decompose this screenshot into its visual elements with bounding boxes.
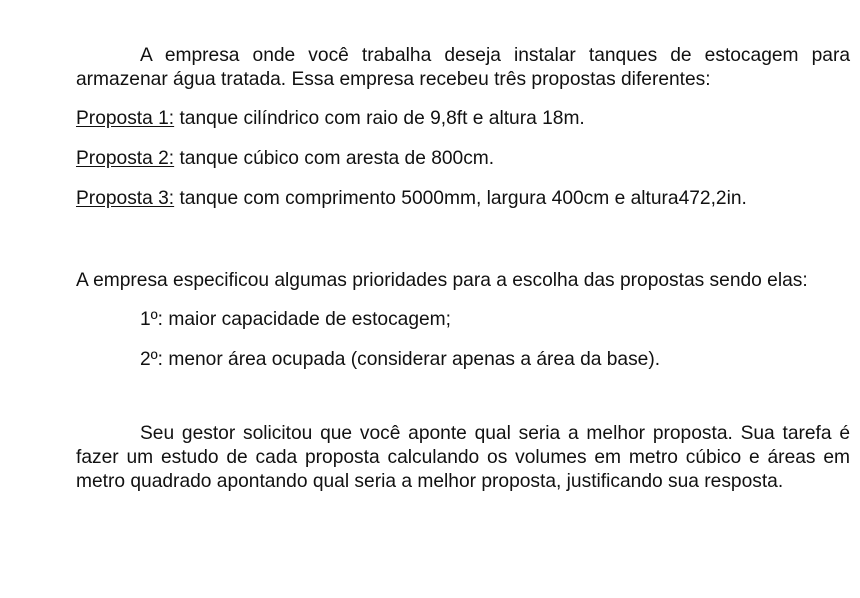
proposal-1-label: Proposta 1: xyxy=(76,108,175,129)
proposal-1 xyxy=(76,107,850,131)
proposal-2-label: Proposta 2: xyxy=(76,148,175,169)
proposal-1-text: tanque cilíndrico com raio de 9,8ft e altura 18m. xyxy=(174,108,585,129)
closing-paragraph: Seu gestor solicitou que você aponte qual seria a melhor proposta. Sua tarefa é fazer um estudo de cada proposta calculando os volumes em metro cúbico e áreas em metro quadrado apontando qual seria a melhor proposta, justificando sua resposta. xyxy=(76,423,850,492)
document-page xyxy=(76,44,850,494)
proposal-3 xyxy=(76,187,850,211)
priority-1: 1º: maior capacidade de estocagem; xyxy=(140,309,451,330)
proposal-2-text: tanque cúbico com aresta de 800cm. xyxy=(174,148,495,169)
intro-paragraph: A empresa onde você trabalha deseja instalar tanques de estocagem para armazenar água tratada. Essa empresa recebeu três propostas diferentes: xyxy=(76,45,850,90)
priority-2: 2º: menor área ocupada (considerar apenas a área da base). xyxy=(140,349,661,370)
proposal-3-label: Proposta 3: xyxy=(76,188,175,209)
proposal-2 xyxy=(76,147,850,171)
priorities-intro-paragraph: A empresa especificou algumas prioridades para a escolha das propostas sendo elas: xyxy=(76,270,808,291)
proposal-3-text: tanque com comprimento 5000mm, largura 400cm e altura472,2in. xyxy=(174,188,747,209)
